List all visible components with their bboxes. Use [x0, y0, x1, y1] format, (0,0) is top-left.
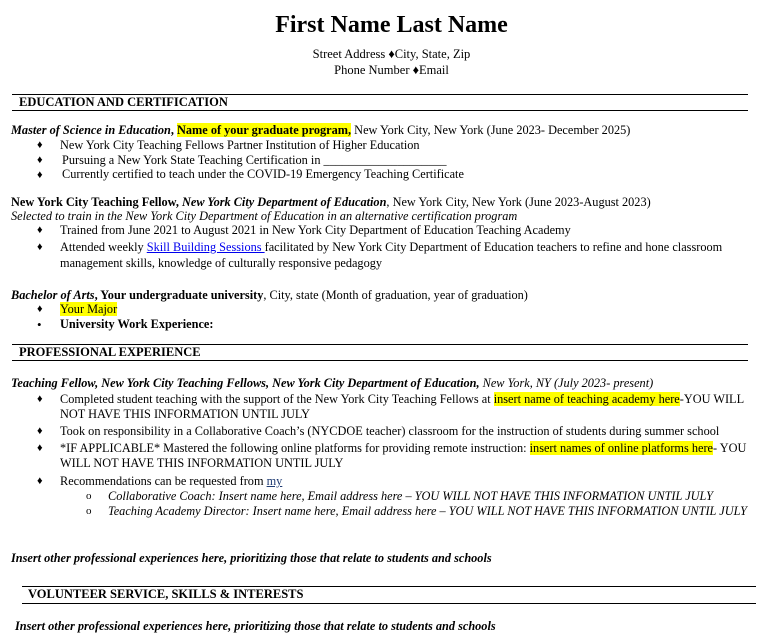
online-platforms-placeholder: insert names of online platforms here	[529, 441, 713, 455]
circle-bullet-icon: o	[86, 490, 92, 502]
circle-bullet-icon: o	[86, 505, 92, 517]
major-placeholder: Your Major	[60, 302, 118, 316]
prof-dates: New York, NY (July 2023- present)	[479, 376, 654, 390]
university-work-experience: University Work Experience:	[60, 317, 214, 331]
section-rule-bottom	[12, 110, 748, 111]
prof-title: Teaching Fellow, New York City Teaching Fellows, New York City Department of Education,	[11, 376, 480, 390]
skill-building-sessions-link[interactable]: Skill Building Sessions	[146, 240, 265, 254]
list-item	[60, 302, 117, 317]
diamond-bullet-icon: ♦	[37, 224, 43, 236]
list-item-text: - YOU	[713, 441, 747, 455]
list-item	[60, 474, 282, 489]
list-item-text: Recommendations can be requested from	[60, 474, 267, 488]
list-item-text: facilitated by New York City Department of Education teachers to refine and hone classroom	[264, 240, 723, 254]
address-line: Street Address ♦City, State, Zip	[312, 47, 471, 61]
degree-name: Master of Science in Education	[11, 123, 171, 137]
other-experience-note: Insert other professional experiences here, prioritizing those that relate to students and schools	[15, 619, 496, 633]
edu-bachelor-line: Bachelor of Arts, Your undergraduate university, City, state (Month of graduation, year of graduation)	[11, 288, 528, 302]
undergrad-university: Your undergraduate university	[97, 288, 264, 302]
list-item-continuation: NOT HAVE THIS INFORMATION UNTIL JULY	[60, 407, 311, 421]
other-experience-note: Insert other professional experiences here, prioritizing those that relate to students and schools	[11, 551, 492, 565]
sub-list-item: Teaching Academy Director: Insert name here, Email address here – YOU WILL NOT HAVE THIS INFORMATION UNTIL JULY	[108, 504, 748, 518]
contact-line: Phone Number ♦Email	[334, 63, 449, 77]
list-item-text: -YOU WILL	[679, 392, 745, 406]
list-item: Pursuing a New York State Teaching Certification in ____________________	[62, 153, 447, 167]
recommendations-link[interactable]: my	[266, 474, 283, 488]
list-item-text: Completed student teaching with the support of the New York City Teaching Fellows at	[60, 392, 494, 406]
diamond-bullet-icon: ♦	[37, 241, 43, 253]
list-item: Took on responsibility in a Collaborative Coach’s (NYCDOE teacher) classroom for the instruction of students during summer school	[60, 424, 720, 438]
diamond-bullet-icon: ♦	[37, 475, 43, 487]
list-item-continuation: WILL NOT HAVE THIS INFORMATION UNTIL JULY	[60, 456, 344, 470]
list-item	[60, 392, 744, 407]
prof-title-line	[11, 376, 653, 391]
list-item	[60, 240, 722, 255]
section-title-volunteer: VOLUNTEER SERVICE, SKILLS & INTERESTS	[28, 587, 304, 601]
diamond-bullet-icon: ♦	[37, 139, 43, 151]
list-item: New York City Teaching Fellows Partner Institution of Higher Education	[60, 138, 420, 152]
graduate-program-placeholder: Name of your graduate program,	[177, 123, 352, 137]
program-location: New York City, New York (June 2023- December 2025)	[351, 123, 631, 137]
fellow-location: New York City, New York (June 2023-August 2023)	[389, 195, 651, 209]
diamond-bullet-icon: ♦	[37, 393, 43, 405]
fellow-org: New York City Department of Education	[182, 195, 387, 209]
teaching-academy-placeholder: insert name of teaching academy here	[493, 392, 680, 406]
section-title-professional: PROFESSIONAL EXPERIENCE	[19, 345, 201, 359]
edu-masters-line: Master of Science in Education, Name of your graduate program, New York City, New York (June 2023- December 2025)	[11, 123, 631, 137]
diamond-bullet-icon: ♦	[37, 169, 43, 181]
fellow-title: New York City Teaching Fellow	[11, 195, 176, 209]
resume-name: First Name Last Name	[275, 12, 508, 38]
list-item-continuation: management skills, knowledge of culturally responsive pedagogy	[60, 256, 383, 270]
sub-list-item: Collaborative Coach: Insert name here, Email address here – YOU WILL NOT HAVE THIS INFORMATION UNTIL JULY	[108, 489, 713, 503]
edu-fellow-line: New York City Teaching Fellow, New York City Department of Education, New York City, New York (June 2023-August 2023)	[11, 195, 651, 209]
bachelor-details: , City, state (Month of graduation, year of graduation)	[263, 288, 528, 302]
diamond-bullet-icon: ♦	[37, 154, 43, 166]
list-item: Currently certified to teach under the COVID-19 Emergency Teaching Certificate	[62, 167, 464, 181]
diamond-bullet-icon: ♦	[37, 303, 43, 315]
list-item	[60, 441, 746, 456]
diamond-bullet-icon: ♦	[37, 442, 43, 454]
section-title-education: EDUCATION AND CERTIFICATION	[19, 95, 228, 109]
fellow-subtitle: Selected to train in the New York City Department of Education in an alternative certification program	[11, 209, 518, 223]
list-item: Trained from June 2021 to August 2021 in New York City Department of Education Teaching Academy	[60, 223, 571, 237]
dot-bullet-icon: •	[37, 317, 42, 332]
diamond-bullet-icon: ♦	[37, 425, 43, 437]
section-rule-bottom	[12, 360, 748, 361]
list-item-text: *IF APPLICABLE* Mastered the following online platforms for providing remote instruction:	[60, 441, 530, 455]
bachelor-degree: Bachelor of Arts	[11, 288, 95, 302]
section-rule-bottom	[22, 603, 756, 604]
list-item-text: Attended weekly	[60, 240, 147, 254]
